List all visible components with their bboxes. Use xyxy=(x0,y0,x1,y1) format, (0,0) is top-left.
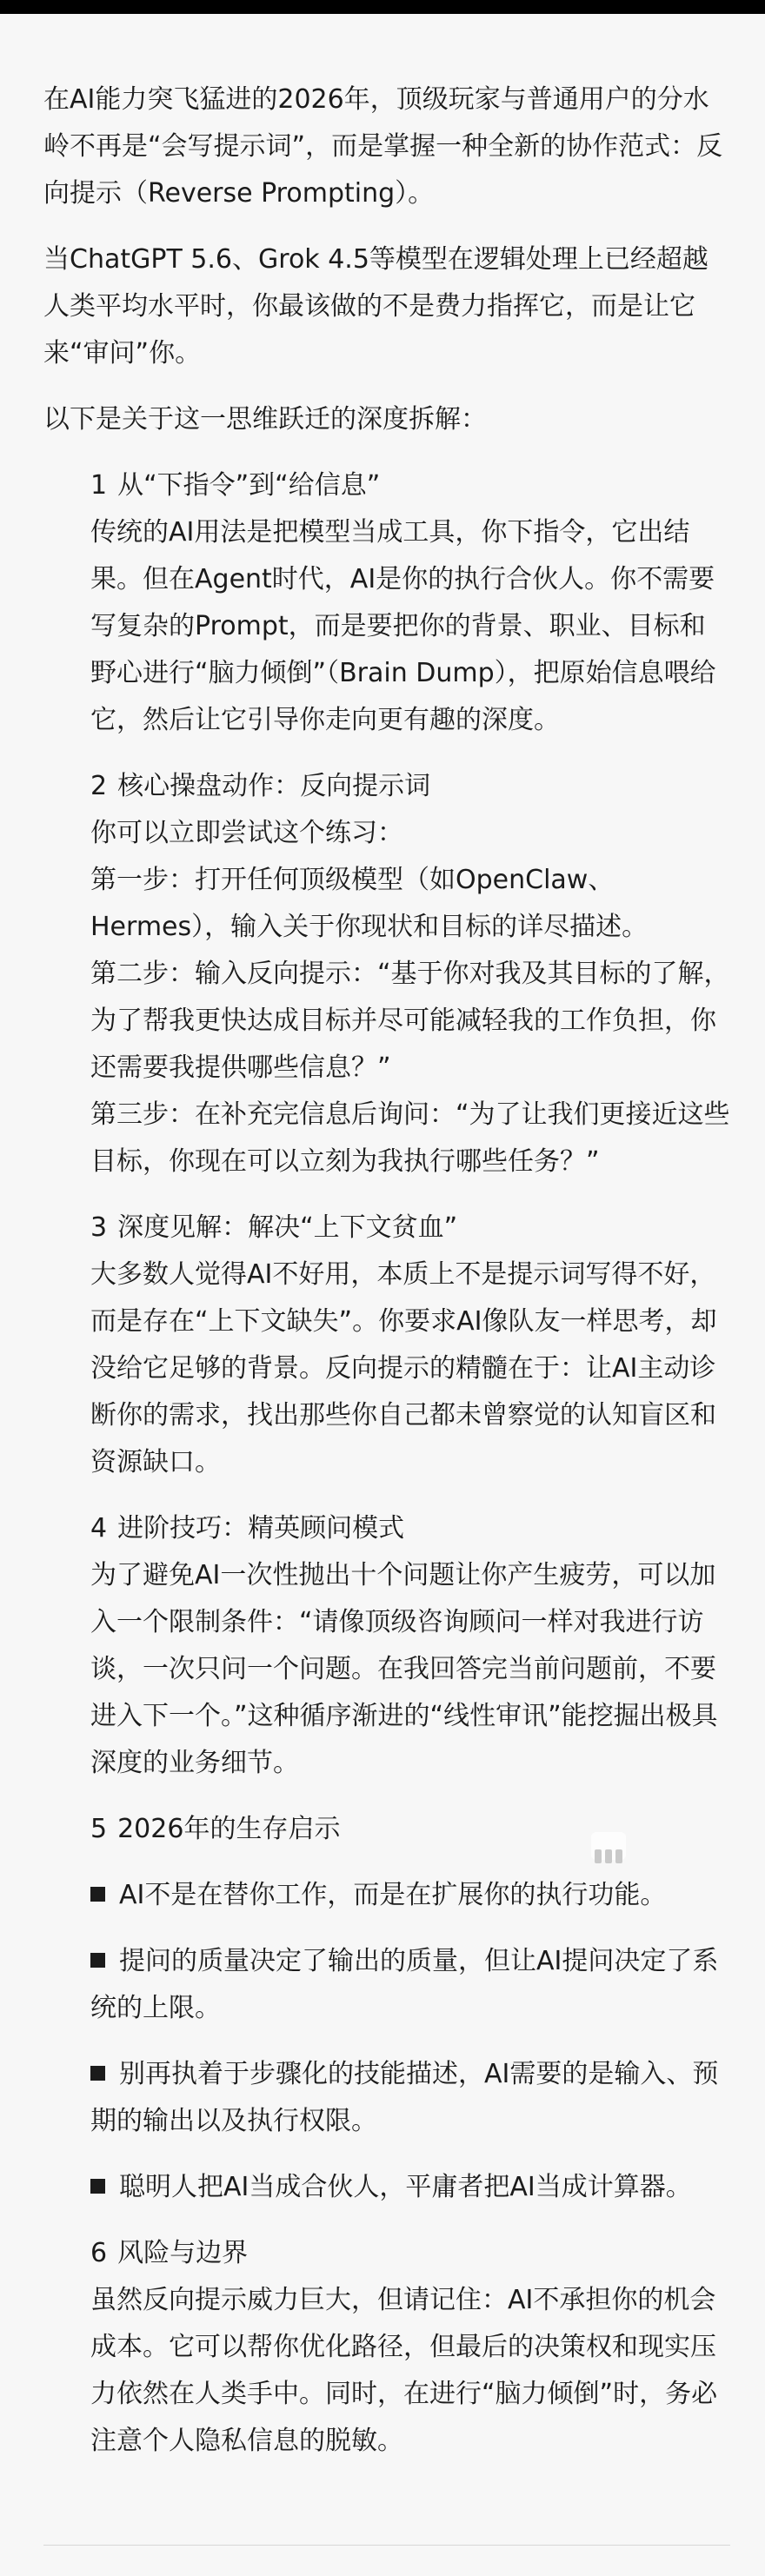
intro-paragraph: 当ChatGPT 5.6、Grok 4.5等模型在逻辑处理上已经超越人类平均水平时，你最该做的不是费力指挥它，而是让它来“审问”你。 xyxy=(43,244,708,368)
section-title: 从“下指令”到“给信息” xyxy=(117,470,381,501)
square-bullet-icon xyxy=(90,1887,105,1902)
section-heading xyxy=(90,2230,730,2277)
section-text: 第一步：打开任何顶级模型（如OpenClaw、Hermes），输入关于你现状和目标的详尽描述。 xyxy=(90,865,649,942)
section-1 xyxy=(43,462,730,744)
section-5 xyxy=(43,1806,730,2211)
section-heading xyxy=(90,1505,730,1552)
section-text: 传统的AI用法是把模型当成工具，你下指令，它出结果。但在Agent时代，AI是你的执行合伙人。你不需要写复杂的Prompt，而是要把你的背景、职业、目标和野心进行“脑力倾倒”（Brain Dump），把原始信息喂给它，然后让它引导你走向更有趣的深度。 xyxy=(90,517,716,735)
intro-paragraph: 在AI能力突飞猛进的2026年，顶级玩家与普通用户的分水岭不再是“会写提示词”，而是掌握一种全新的协作范式：反向提示（Reverse Prompting）。 xyxy=(43,84,723,209)
section-text: 为了避免AI一次性抛出十个问题让你产生疲劳，可以加入一个限制条件：“请像顶级咨询顾问一样对我进行访谈，一次只问一个问题。在我回答完当前问题前，不要进入下一个。”这种循序渐进的“线性审讯”能挖掘出极具深度的业务细节。 xyxy=(90,1560,718,1778)
square-bullet-icon xyxy=(90,2066,105,2081)
section-title: 深度见解：解决“上下文贫血” xyxy=(117,1212,458,1243)
section-number: 6 xyxy=(90,2238,108,2268)
section-text: 第三步：在补充完信息后询问：“为了让我们更接近这些目标，你现在可以立刻为我执行哪些任务？” xyxy=(90,1099,730,1177)
section-text: 你可以立即尝试这个练习： xyxy=(90,818,403,848)
section-6 xyxy=(43,2230,730,2465)
top-bar xyxy=(0,0,765,14)
section-title: 核心操盘动作：反向提示词 xyxy=(117,771,431,801)
section-title: 风险与边界 xyxy=(117,2238,249,2268)
article-body xyxy=(43,76,730,2465)
bullet-item: AI不是在替你工作，而是在扩展你的执行功能。 xyxy=(90,1872,730,1919)
section-number: 3 xyxy=(90,1212,108,1243)
section-heading xyxy=(90,1205,730,1251)
section-title: 进阶技巧：精英顾问模式 xyxy=(117,1513,405,1544)
bullet-item: 聪明人把AI当成合伙人，平庸者把AI当成计算器。 xyxy=(90,2164,730,2211)
section-title: 2026年的生存启示 xyxy=(117,1814,341,1844)
section-number: 1 xyxy=(90,470,108,501)
section-number: 2 xyxy=(90,771,108,801)
bullet-list xyxy=(90,1872,730,2211)
section-text: 第二步：输入反向提示：“基于你对我及其目标的了解，为了帮我更快达成目标并尽可能减轻我的工作负担，你还需要我提供哪些信息？” xyxy=(90,959,730,1083)
section-heading xyxy=(90,1806,730,1853)
section-heading xyxy=(90,763,730,810)
square-bullet-icon xyxy=(90,2179,105,2194)
section-3 xyxy=(43,1205,730,1486)
intro-paragraph: 以下是关于这一思维跃迁的深度拆解： xyxy=(43,404,487,435)
section-text: 虽然反向提示威力巨大，但请记住：AI不承担你的机会成本。它可以帮你优化路径，但最后的决策权和现实压力依然在人类手中。同时，在进行“脑力倾倒”时，务必注意个人隐私信息的脱敏。 xyxy=(90,2285,718,2456)
section-number: 5 xyxy=(90,1814,108,1844)
bullet-item: 提问的质量决定了输出的质量，但让AI提问决定了系统的上限。 xyxy=(90,1946,719,2023)
section-text: 大多数人觉得AI不好用，本质上不是提示词写得不好，而是存在“上下文缺失”。你要求AI像队友一样思考，却没给它足够的背景。反向提示的精髓在于：让AI主动诊断你的需求，找出那些你自己都未曾察觉的认知盲区和资源缺口。 xyxy=(90,1259,717,1477)
section-number: 4 xyxy=(90,1513,108,1544)
divider xyxy=(43,2545,730,2546)
section-2 xyxy=(43,763,730,1185)
section-heading xyxy=(90,462,730,509)
bullet-item: 别再执着于步骤化的技能描述，AI需要的是输入、预期的输出以及执行权限。 xyxy=(90,2059,719,2136)
section-4 xyxy=(43,1505,730,1787)
square-bullet-icon xyxy=(90,1953,105,1968)
watermark-icon xyxy=(591,1832,626,1860)
